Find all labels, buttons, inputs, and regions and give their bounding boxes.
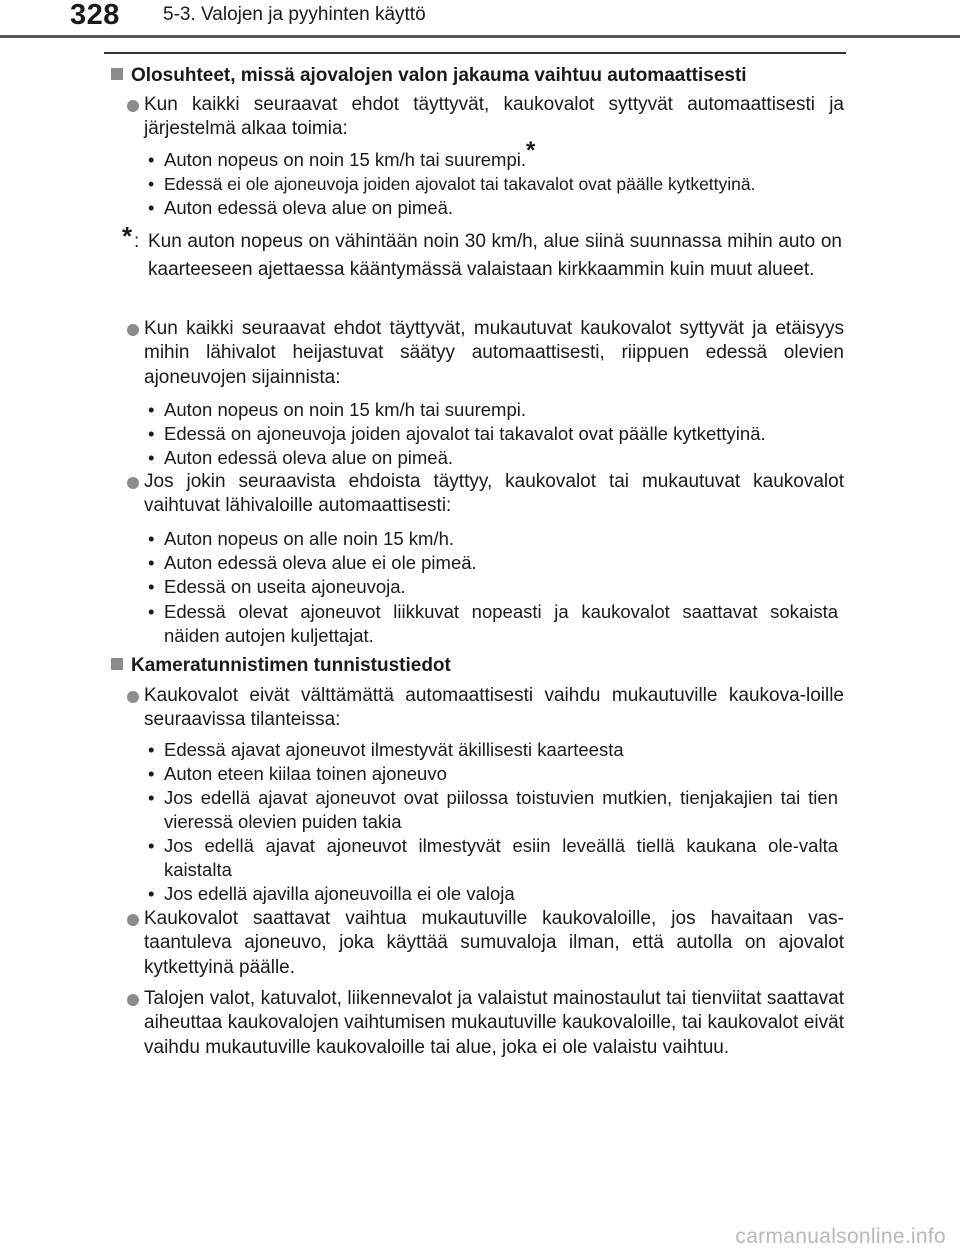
bullet: •: [148, 763, 155, 784]
footnote-text: Kun auton nopeus on vähintään noin 30 km/h, alue siinä suunnassa mihin auto on kaarteeseen ajettaessa kääntymässä valaistaan kirkkaammin kuin muut alueet.: [148, 231, 842, 280]
bullet: •: [148, 528, 155, 549]
list-item-text: Auton nopeus on alle noin 15 km/h.: [164, 528, 455, 549]
list-item-text: Auton eteen kiilaa toinen ajoneuvo: [164, 763, 447, 784]
list-item-text: Edessä ei ole ajoneuvoja joiden ajovalot tai takavalot ovat päälle kytkettyinä.: [164, 174, 756, 194]
bullet: •: [148, 883, 155, 904]
paragraph: Talojen valot, katuvalot, liikennevalot ja valaistut mainostaulut tai tienviitat saattavat aiheuttaa kaukovalojen vaihtumisen mukautuville kaukovaloille, tai kaukovalot eivät vaihdu mukautuville kaukovaloille tai alue, joka ei ole valaistu vaihtuu.: [144, 988, 844, 1058]
list-item-text: Edessä on ajoneuvoja joiden ajovalot tai takavalot ovat päälle kytkettyinä.: [164, 423, 766, 444]
list-item-text: Edessä ajavat ajoneuvot ilmestyvät äkillisesti kaarteesta: [164, 739, 624, 760]
round-bullet-icon: [127, 994, 139, 1006]
list-item: [148, 527, 838, 551]
bullet: •: [148, 787, 155, 808]
page-header: [0, 0, 960, 44]
list-item: [148, 575, 838, 599]
list-item-text: Edessä on useita ajoneuvoja.: [164, 576, 406, 597]
bullet: •: [148, 835, 155, 856]
paragraph: Kun kaikki seuraavat ehdot täyttyvät, kaukovalot syttyvät automaattisesti ja järjestelmä alkaa toimia:: [144, 94, 844, 140]
list-item-text: Jos edellä ajavilla ajoneuvoilla ei ole valoja: [164, 883, 515, 904]
list-item-text: Auton edessä oleva alue ei ole pimeä.: [164, 552, 477, 573]
list-item-text: Auton edessä oleva alue on pimeä.: [164, 447, 454, 468]
bullet: •: [148, 576, 155, 597]
section-title: 5-3. Valojen ja pyyhinten käyttö: [163, 4, 426, 25]
bullet: •: [148, 552, 155, 573]
bullet: •: [148, 149, 155, 170]
bullet: •: [148, 739, 155, 760]
list-item: [148, 172, 838, 196]
content-rule: [104, 52, 846, 54]
paragraph: Jos jokin seuraavista ehdoista täyttyy, kaukovalot tai mukautuvat kaukovalot vaihtuvat lähivaloille automaattisesti:: [144, 471, 844, 517]
round-bullet-icon: [127, 691, 139, 703]
footnote: [122, 221, 842, 284]
list-item: [148, 196, 838, 220]
square-bullet-icon: [111, 68, 123, 80]
watermark: carmanualsonline.info: [735, 1225, 946, 1248]
bullet: •: [148, 601, 155, 622]
footnote-asterisk: *: [122, 221, 133, 251]
section-heading-text: Kameratunnistimen tunnistustiedot: [131, 655, 451, 676]
list-item: [148, 398, 838, 422]
paragraph: Kun kaikki seuraavat ehdot täyttyvät, mukautuvat kaukovalot syttyvät ja etäisyys mihin lähivalot heijastuvat säätyy automaattisesti, riippuen edessä olevien ajoneuvojen sijainnista:: [144, 318, 844, 388]
list-item: [148, 137, 838, 172]
bullet: •: [148, 399, 155, 420]
section-heading: [111, 654, 451, 678]
section-heading: [111, 64, 747, 88]
list-item: [148, 551, 838, 575]
round-bullet-icon: [127, 914, 139, 926]
list-item-text: Jos edellä ajavat ajoneuvot ilmestyvät esiin leveällä tiellä kaukana ole-valta kaistalta: [164, 835, 838, 881]
square-bullet-icon: [111, 658, 123, 670]
list-item: [148, 882, 838, 906]
footnote-colon: :: [134, 231, 140, 252]
list-item-text: Jos edellä ajavat ajoneuvot ovat piilossa toistuvien mutkien, tienjakajien tai tien vieressä olevien puiden takia: [164, 787, 838, 833]
list-item: [148, 446, 838, 470]
list-item: [148, 422, 838, 446]
paragraph: Kaukovalot eivät välttämättä automaattisesti vaihdu mukautuville kaukova-loille seuraavissa tilanteissa:: [144, 685, 844, 731]
list-item: [148, 762, 838, 786]
list-item-text: Edessä olevat ajoneuvot liikkuvat nopeasti ja kaukovalot saattavat sokaista näiden autojen kuljettajat.: [164, 601, 838, 647]
bullet: •: [148, 447, 155, 468]
list-item: [148, 786, 838, 835]
list-item: [148, 600, 838, 649]
round-bullet-icon: [127, 100, 139, 112]
bullet: •: [148, 423, 155, 444]
bullet: •: [148, 174, 155, 194]
header-rule: [0, 35, 960, 38]
list-item-text: Auton nopeus on noin 15 km/h tai suurempi.: [164, 149, 527, 170]
footnote-marker: *: [526, 137, 536, 164]
bullet: •: [148, 197, 155, 218]
list-item: [148, 834, 838, 883]
list-item-text: Auton edessä oleva alue on pimeä.: [164, 197, 454, 218]
section-heading-text: Olosuhteet, missä ajovalojen valon jakauma vaihtuu automaattisesti: [131, 65, 747, 86]
paragraph: Kaukovalot saattavat vaihtua mukautuville kaukovaloille, jos havaitaan vas-taantuleva ajoneuvo, joka käyttää sumuvaloja ilman, että autolla on ajovalot kytkettyinä päälle.: [144, 908, 844, 978]
page-number: 328: [70, 0, 120, 31]
list-item-text: Auton nopeus on noin 15 km/h tai suurempi.: [164, 399, 527, 420]
round-bullet-icon: [127, 477, 139, 489]
list-item: [148, 738, 838, 762]
round-bullet-icon: [127, 324, 139, 336]
